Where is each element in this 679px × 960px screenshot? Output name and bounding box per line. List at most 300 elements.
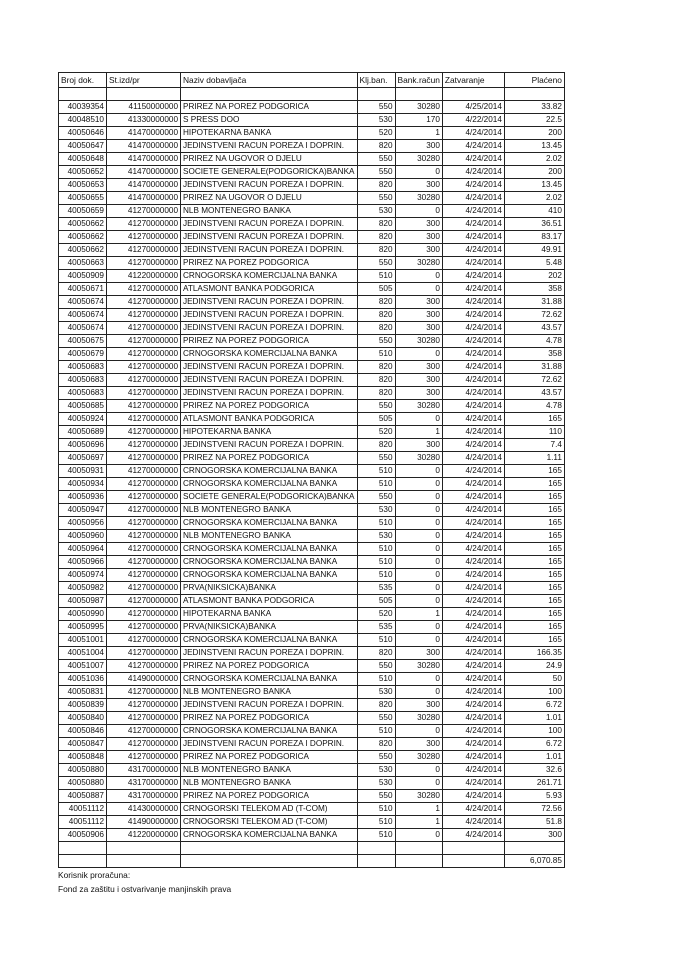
cell-zatvaranje: 4/24/2014 bbox=[442, 556, 504, 569]
cell-klj-ban: 820 bbox=[357, 699, 395, 712]
cell-placeno: 6.72 bbox=[504, 699, 564, 712]
cell-bank-racun: 0 bbox=[395, 764, 442, 777]
table-row bbox=[59, 621, 565, 634]
cell-bank-racun: 300 bbox=[395, 322, 442, 335]
cell-bank-racun: 1 bbox=[395, 426, 442, 439]
cell-naziv-dobavljaca: CRNOGORSKA KOMERCIJALNA BANKA bbox=[181, 673, 358, 686]
cell-bank-racun: 0 bbox=[395, 205, 442, 218]
cell-bank-racun: 30280 bbox=[395, 660, 442, 673]
cell-broj-dok: 40050848 bbox=[59, 751, 107, 764]
cell-placeno: 358 bbox=[504, 283, 564, 296]
cell-broj-dok: 40050685 bbox=[59, 400, 107, 413]
cell-naziv-dobavljaca: HIPOTEKARNA BANKA bbox=[181, 127, 358, 140]
cell-placeno: 7.4 bbox=[504, 439, 564, 452]
cell-placeno: 13.45 bbox=[504, 179, 564, 192]
cell-zatvaranje: 4/24/2014 bbox=[442, 738, 504, 751]
table-row bbox=[59, 504, 565, 517]
table-row bbox=[59, 465, 565, 478]
cell-naziv-dobavljaca: JEDINSTVENI RACUN POREZA I DOPRIN. bbox=[181, 387, 358, 400]
cell-st-izd-pr: 41220000000 bbox=[107, 270, 181, 283]
cell-placeno: 83.17 bbox=[504, 231, 564, 244]
cell-bank-racun: 0 bbox=[395, 543, 442, 556]
cell-st-izd-pr: 41470000000 bbox=[107, 153, 181, 166]
cell-zatvaranje: 4/24/2014 bbox=[442, 231, 504, 244]
cell-bank-racun: 0 bbox=[395, 556, 442, 569]
cell-klj-ban: 550 bbox=[357, 790, 395, 803]
cell-klj-ban: 550 bbox=[357, 491, 395, 504]
cell-bank-racun: 30280 bbox=[395, 192, 442, 205]
cell-zatvaranje: 4/24/2014 bbox=[442, 777, 504, 790]
cell-bank-racun: 30280 bbox=[395, 790, 442, 803]
cell-st-izd-pr: 41270000000 bbox=[107, 309, 181, 322]
cell-placeno: 202 bbox=[504, 270, 564, 283]
cell-klj-ban: 510 bbox=[357, 673, 395, 686]
table-row bbox=[59, 660, 565, 673]
table-body bbox=[59, 88, 565, 842]
cell-naziv-dobavljaca: PRIREZ NA POREZ PODGORICA bbox=[181, 335, 358, 348]
cell-naziv-dobavljaca: CRNOGORSKA KOMERCIJALNA BANKA bbox=[181, 725, 358, 738]
cell-naziv-dobavljaca: JEDINSTVENI RACUN POREZA I DOPRIN. bbox=[181, 699, 358, 712]
cell-zatvaranje: 4/24/2014 bbox=[442, 816, 504, 829]
cell-bank-racun: 300 bbox=[395, 218, 442, 231]
cell-st-izd-pr: 43170000000 bbox=[107, 777, 181, 790]
cell-st-izd-pr: 41270000000 bbox=[107, 738, 181, 751]
cell-klj-ban: 820 bbox=[357, 244, 395, 257]
cell-broj-dok: 40050936 bbox=[59, 491, 107, 504]
cell-naziv-dobavljaca: PRIREZ NA POREZ PODGORICA bbox=[181, 101, 358, 114]
cell-klj-ban: 820 bbox=[357, 374, 395, 387]
cell-klj-ban: 520 bbox=[357, 608, 395, 621]
table-row bbox=[59, 387, 565, 400]
table-row bbox=[59, 686, 565, 699]
cell-zatvaranje: 4/24/2014 bbox=[442, 751, 504, 764]
cell-klj-ban: 510 bbox=[357, 478, 395, 491]
cell-placeno: 165 bbox=[504, 478, 564, 491]
cell-broj-dok: 40050662 bbox=[59, 244, 107, 257]
cell-st-izd-pr: 41470000000 bbox=[107, 127, 181, 140]
cell-placeno: 200 bbox=[504, 127, 564, 140]
cell-zatvaranje: 4/24/2014 bbox=[442, 166, 504, 179]
cell-placeno: 2.02 bbox=[504, 153, 564, 166]
cell-klj-ban: 505 bbox=[357, 283, 395, 296]
cell-broj-dok: 40050679 bbox=[59, 348, 107, 361]
header-naziv-dobavljaca: Naziv dobavljača bbox=[181, 73, 358, 88]
cell-zatvaranje: 4/24/2014 bbox=[442, 439, 504, 452]
cell-klj-ban: 520 bbox=[357, 127, 395, 140]
cell-placeno: 165 bbox=[504, 621, 564, 634]
cell-naziv-dobavljaca: ATLASMONT BANKA PODGORICA bbox=[181, 283, 358, 296]
cell-klj-ban: 820 bbox=[357, 322, 395, 335]
table-row bbox=[59, 517, 565, 530]
table-row bbox=[59, 257, 565, 270]
header-row bbox=[59, 73, 565, 88]
cell-st-izd-pr: 41270000000 bbox=[107, 634, 181, 647]
cell-broj-dok: 40050880 bbox=[59, 777, 107, 790]
cell-klj-ban: 510 bbox=[357, 270, 395, 283]
table-row bbox=[59, 543, 565, 556]
cell-naziv-dobavljaca: PRIREZ NA POREZ PODGORICA bbox=[181, 751, 358, 764]
cell-placeno: 50 bbox=[504, 673, 564, 686]
cell-klj-ban: 550 bbox=[357, 452, 395, 465]
cell-placeno: 6.72 bbox=[504, 738, 564, 751]
cell-placeno: 13.45 bbox=[504, 140, 564, 153]
cell-broj-dok: 40050990 bbox=[59, 608, 107, 621]
cell-zatvaranje: 4/24/2014 bbox=[442, 608, 504, 621]
cell-placeno: 165 bbox=[504, 504, 564, 517]
cell-naziv-dobavljaca: JEDINSTVENI RACUN POREZA I DOPRIN. bbox=[181, 439, 358, 452]
cell-placeno: 5.93 bbox=[504, 790, 564, 803]
cell-zatvaranje: 4/24/2014 bbox=[442, 530, 504, 543]
table-row bbox=[59, 452, 565, 465]
table-row bbox=[59, 101, 565, 114]
cell-naziv-dobavljaca: JEDINSTVENI RACUN POREZA I DOPRIN. bbox=[181, 738, 358, 751]
cell-klj-ban: 550 bbox=[357, 660, 395, 673]
cell-broj-dok: 40051112 bbox=[59, 803, 107, 816]
cell-klj-ban: 820 bbox=[357, 738, 395, 751]
cell-placeno: 36.51 bbox=[504, 218, 564, 231]
cell-klj-ban: 820 bbox=[357, 361, 395, 374]
cell-placeno: 1.11 bbox=[504, 452, 564, 465]
cell-klj-ban: 505 bbox=[357, 413, 395, 426]
table-row bbox=[59, 634, 565, 647]
cell-bank-racun: 30280 bbox=[395, 400, 442, 413]
header-klj-ban: Klj.ban. bbox=[357, 73, 395, 88]
cell-placeno: 100 bbox=[504, 725, 564, 738]
cell-broj-dok: 40050683 bbox=[59, 387, 107, 400]
cell-st-izd-pr: 41270000000 bbox=[107, 556, 181, 569]
table-row bbox=[59, 816, 565, 829]
cell-broj-dok: 40050646 bbox=[59, 127, 107, 140]
table-row bbox=[59, 153, 565, 166]
cell-zatvaranje: 4/24/2014 bbox=[442, 413, 504, 426]
cell-naziv-dobavljaca: CRNOGORSKA KOMERCIJALNA BANKA bbox=[181, 465, 358, 478]
table-row bbox=[59, 231, 565, 244]
cell-st-izd-pr: 41270000000 bbox=[107, 530, 181, 543]
cell-bank-racun: 0 bbox=[395, 348, 442, 361]
cell-placeno: 72.62 bbox=[504, 374, 564, 387]
cell-klj-ban: 550 bbox=[357, 153, 395, 166]
cell-placeno: 165 bbox=[504, 634, 564, 647]
cell-bank-racun: 300 bbox=[395, 231, 442, 244]
cell-broj-dok: 40050831 bbox=[59, 686, 107, 699]
cell-zatvaranje: 4/24/2014 bbox=[442, 218, 504, 231]
cell-broj-dok: 40050697 bbox=[59, 452, 107, 465]
cell-broj-dok: 40050934 bbox=[59, 478, 107, 491]
cell-bank-racun: 300 bbox=[395, 309, 442, 322]
cell-klj-ban: 510 bbox=[357, 829, 395, 842]
footer-budget-user-label: Korisnik proračuna: bbox=[58, 870, 131, 880]
cell-naziv-dobavljaca: CRNOGORSKA KOMERCIJALNA BANKA bbox=[181, 270, 358, 283]
cell-broj-dok: 40050674 bbox=[59, 322, 107, 335]
cell-bank-racun: 0 bbox=[395, 465, 442, 478]
cell-st-izd-pr: 41490000000 bbox=[107, 816, 181, 829]
cell-naziv-dobavljaca: CRNOGORSKA KOMERCIJALNA BANKA bbox=[181, 569, 358, 582]
cell-st-izd-pr: 41270000000 bbox=[107, 361, 181, 374]
cell-zatvaranje: 4/24/2014 bbox=[442, 179, 504, 192]
cell-placeno: 165 bbox=[504, 556, 564, 569]
cell-placeno: 165 bbox=[504, 543, 564, 556]
cell-zatvaranje: 4/24/2014 bbox=[442, 543, 504, 556]
cell-st-izd-pr: 43170000000 bbox=[107, 764, 181, 777]
cell-broj-dok: 40050674 bbox=[59, 296, 107, 309]
cell-broj-dok: 40050683 bbox=[59, 374, 107, 387]
cell-st-izd-pr: 41270000000 bbox=[107, 543, 181, 556]
cell-naziv-dobavljaca: HIPOTEKARNA BANKA bbox=[181, 426, 358, 439]
cell-zatvaranje: 4/24/2014 bbox=[442, 322, 504, 335]
cell-placeno: 165 bbox=[504, 491, 564, 504]
blank-row bbox=[59, 88, 565, 101]
cell-bank-racun: 170 bbox=[395, 114, 442, 127]
cell-zatvaranje: 4/24/2014 bbox=[442, 764, 504, 777]
header-broj-dok: Broj dok. bbox=[59, 73, 107, 88]
cell-bank-racun: 0 bbox=[395, 283, 442, 296]
cell-placeno: 5.48 bbox=[504, 257, 564, 270]
cell-klj-ban: 530 bbox=[357, 764, 395, 777]
cell-broj-dok: 40050675 bbox=[59, 335, 107, 348]
cell-zatvaranje: 4/24/2014 bbox=[442, 803, 504, 816]
cell-bank-racun: 0 bbox=[395, 569, 442, 582]
cell-naziv-dobavljaca: CRNOGORSKA KOMERCIJALNA BANKA bbox=[181, 556, 358, 569]
table-row bbox=[59, 829, 565, 842]
cell-placeno: 166.35 bbox=[504, 647, 564, 660]
cell-placeno: 43.57 bbox=[504, 387, 564, 400]
cell-st-izd-pr: 41270000000 bbox=[107, 608, 181, 621]
cell-naziv-dobavljaca: NLB MONTENEGRO BANKA bbox=[181, 504, 358, 517]
blank-row bbox=[59, 842, 565, 855]
cell-zatvaranje: 4/24/2014 bbox=[442, 699, 504, 712]
table-row bbox=[59, 309, 565, 322]
cell-st-izd-pr: 41270000000 bbox=[107, 257, 181, 270]
cell-naziv-dobavljaca: PRVA(NIKSICKA)BANKA bbox=[181, 621, 358, 634]
cell-broj-dok: 40050947 bbox=[59, 504, 107, 517]
cell-broj-dok: 40051004 bbox=[59, 647, 107, 660]
cell-klj-ban: 520 bbox=[357, 426, 395, 439]
cell-st-izd-pr: 41270000000 bbox=[107, 660, 181, 673]
table-row bbox=[59, 426, 565, 439]
cell-naziv-dobavljaca: PRIREZ NA POREZ PODGORICA bbox=[181, 452, 358, 465]
cell-broj-dok: 40050960 bbox=[59, 530, 107, 543]
cell-zatvaranje: 4/24/2014 bbox=[442, 374, 504, 387]
cell-st-izd-pr: 41270000000 bbox=[107, 452, 181, 465]
cell-bank-racun: 0 bbox=[395, 686, 442, 699]
cell-zatvaranje: 4/24/2014 bbox=[442, 647, 504, 660]
cell-broj-dok: 40050847 bbox=[59, 738, 107, 751]
cell-naziv-dobavljaca: JEDINSTVENI RACUN POREZA I DOPRIN. bbox=[181, 647, 358, 660]
cell-klj-ban: 510 bbox=[357, 634, 395, 647]
cell-placeno: 165 bbox=[504, 465, 564, 478]
cell-naziv-dobavljaca: JEDINSTVENI RACUN POREZA I DOPRIN. bbox=[181, 361, 358, 374]
table-row bbox=[59, 478, 565, 491]
cell-bank-racun: 0 bbox=[395, 595, 442, 608]
cell-st-izd-pr: 41270000000 bbox=[107, 491, 181, 504]
cell-broj-dok: 40050683 bbox=[59, 361, 107, 374]
cell-bank-racun: 30280 bbox=[395, 751, 442, 764]
cell-broj-dok: 40050880 bbox=[59, 764, 107, 777]
cell-st-izd-pr: 41270000000 bbox=[107, 387, 181, 400]
cell-bank-racun: 30280 bbox=[395, 101, 442, 114]
cell-klj-ban: 820 bbox=[357, 218, 395, 231]
cell-klj-ban: 550 bbox=[357, 166, 395, 179]
cell-broj-dok: 40051036 bbox=[59, 673, 107, 686]
cell-st-izd-pr: 41270000000 bbox=[107, 283, 181, 296]
cell-st-izd-pr: 41270000000 bbox=[107, 621, 181, 634]
cell-bank-racun: 1 bbox=[395, 816, 442, 829]
table-row bbox=[59, 569, 565, 582]
cell-zatvaranje: 4/24/2014 bbox=[442, 244, 504, 257]
cell-st-izd-pr: 41270000000 bbox=[107, 712, 181, 725]
cell-klj-ban: 550 bbox=[357, 400, 395, 413]
cell-zatvaranje: 4/24/2014 bbox=[442, 478, 504, 491]
cell-klj-ban: 510 bbox=[357, 803, 395, 816]
cell-bank-racun: 0 bbox=[395, 478, 442, 491]
cell-broj-dok: 40050655 bbox=[59, 192, 107, 205]
cell-bank-racun: 30280 bbox=[395, 452, 442, 465]
table-row bbox=[59, 413, 565, 426]
cell-bank-racun: 1 bbox=[395, 127, 442, 140]
cell-placeno: 72.56 bbox=[504, 803, 564, 816]
cell-naziv-dobavljaca: SOCIETE GENERALE(PODGORICKA)BANKA bbox=[181, 166, 358, 179]
cell-naziv-dobavljaca: CRNOGORSKA KOMERCIJALNA BANKA bbox=[181, 634, 358, 647]
cell-zatvaranje: 4/24/2014 bbox=[442, 712, 504, 725]
cell-klj-ban: 820 bbox=[357, 179, 395, 192]
table-row bbox=[59, 400, 565, 413]
cell-zatvaranje: 4/24/2014 bbox=[442, 465, 504, 478]
table-row bbox=[59, 244, 565, 257]
cell-naziv-dobavljaca: JEDINSTVENI RACUN POREZA I DOPRIN. bbox=[181, 179, 358, 192]
table-row bbox=[59, 166, 565, 179]
cell-broj-dok: 40050846 bbox=[59, 725, 107, 738]
cell-naziv-dobavljaca: CRNOGORSKA KOMERCIJALNA BANKA bbox=[181, 517, 358, 530]
cell-bank-racun: 0 bbox=[395, 777, 442, 790]
cell-naziv-dobavljaca: JEDINSTVENI RACUN POREZA I DOPRIN. bbox=[181, 322, 358, 335]
cell-klj-ban: 530 bbox=[357, 686, 395, 699]
cell-broj-dok: 40050964 bbox=[59, 543, 107, 556]
cell-zatvaranje: 4/24/2014 bbox=[442, 127, 504, 140]
cell-klj-ban: 510 bbox=[357, 348, 395, 361]
cell-klj-ban: 550 bbox=[357, 335, 395, 348]
table-row bbox=[59, 530, 565, 543]
cell-placeno: 261.71 bbox=[504, 777, 564, 790]
cell-placeno: 43.57 bbox=[504, 322, 564, 335]
cell-naziv-dobavljaca: NLB MONTENEGRO BANKA bbox=[181, 530, 358, 543]
cell-placeno: 300 bbox=[504, 829, 564, 842]
cell-naziv-dobavljaca: JEDINSTVENI RACUN POREZA I DOPRIN. bbox=[181, 218, 358, 231]
cell-placeno: 200 bbox=[504, 166, 564, 179]
cell-placeno: 165 bbox=[504, 517, 564, 530]
cell-st-izd-pr: 41270000000 bbox=[107, 244, 181, 257]
cell-klj-ban: 535 bbox=[357, 621, 395, 634]
cell-placeno: 4.78 bbox=[504, 400, 564, 413]
cell-naziv-dobavljaca: JEDINSTVENI RACUN POREZA I DOPRIN. bbox=[181, 140, 358, 153]
cell-naziv-dobavljaca: PRIREZ NA POREZ PODGORICA bbox=[181, 660, 358, 673]
table-row bbox=[59, 608, 565, 621]
cell-bank-racun: 30280 bbox=[395, 335, 442, 348]
cell-broj-dok: 40050924 bbox=[59, 413, 107, 426]
table-row bbox=[59, 582, 565, 595]
cell-zatvaranje: 4/24/2014 bbox=[442, 335, 504, 348]
cell-zatvaranje: 4/24/2014 bbox=[442, 283, 504, 296]
cell-zatvaranje: 4/24/2014 bbox=[442, 790, 504, 803]
table-row bbox=[59, 361, 565, 374]
cell-st-izd-pr: 41270000000 bbox=[107, 413, 181, 426]
cell-zatvaranje: 4/24/2014 bbox=[442, 361, 504, 374]
cell-broj-dok: 40050966 bbox=[59, 556, 107, 569]
cell-zatvaranje: 4/24/2014 bbox=[442, 257, 504, 270]
cell-bank-racun: 300 bbox=[395, 699, 442, 712]
cell-st-izd-pr: 41270000000 bbox=[107, 205, 181, 218]
cell-klj-ban: 550 bbox=[357, 751, 395, 764]
cell-naziv-dobavljaca: NLB MONTENEGRO BANKA bbox=[181, 686, 358, 699]
cell-bank-racun: 300 bbox=[395, 244, 442, 257]
cell-broj-dok: 40050982 bbox=[59, 582, 107, 595]
cell-bank-racun: 300 bbox=[395, 296, 442, 309]
cell-zatvaranje: 4/24/2014 bbox=[442, 634, 504, 647]
cell-naziv-dobavljaca: CRNOGORSKA KOMERCIJALNA BANKA bbox=[181, 543, 358, 556]
cell-bank-racun: 300 bbox=[395, 387, 442, 400]
cell-klj-ban: 530 bbox=[357, 777, 395, 790]
header-placeno: Plaćeno bbox=[504, 73, 564, 88]
cell-naziv-dobavljaca: JEDINSTVENI RACUN POREZA I DOPRIN. bbox=[181, 244, 358, 257]
cell-naziv-dobavljaca: HIPOTEKARNA BANKA bbox=[181, 608, 358, 621]
cell-naziv-dobavljaca: JEDINSTVENI RACUN POREZA I DOPRIN. bbox=[181, 309, 358, 322]
cell-zatvaranje: 4/24/2014 bbox=[442, 569, 504, 582]
cell-placeno: 22.5 bbox=[504, 114, 564, 127]
cell-zatvaranje: 4/24/2014 bbox=[442, 400, 504, 413]
table-row bbox=[59, 751, 565, 764]
table-row bbox=[59, 673, 565, 686]
cell-klj-ban: 550 bbox=[357, 257, 395, 270]
cell-bank-racun: 0 bbox=[395, 166, 442, 179]
cell-bank-racun: 0 bbox=[395, 413, 442, 426]
cell-broj-dok: 40050652 bbox=[59, 166, 107, 179]
cell-zatvaranje: 4/24/2014 bbox=[442, 595, 504, 608]
cell-st-izd-pr: 41150000000 bbox=[107, 101, 181, 114]
cell-klj-ban: 510 bbox=[357, 816, 395, 829]
cell-broj-dok: 40050647 bbox=[59, 140, 107, 153]
cell-klj-ban: 550 bbox=[357, 192, 395, 205]
cell-placeno: 31.88 bbox=[504, 361, 564, 374]
cell-zatvaranje: 4/24/2014 bbox=[442, 348, 504, 361]
cell-placeno: 31.88 bbox=[504, 296, 564, 309]
table-row bbox=[59, 712, 565, 725]
cell-klj-ban: 510 bbox=[357, 569, 395, 582]
cell-bank-racun: 0 bbox=[395, 673, 442, 686]
cell-naziv-dobavljaca: CRNOGORSKA KOMERCIJALNA BANKA bbox=[181, 829, 358, 842]
cell-bank-racun: 0 bbox=[395, 829, 442, 842]
cell-st-izd-pr: 41270000000 bbox=[107, 569, 181, 582]
cell-zatvaranje: 4/24/2014 bbox=[442, 270, 504, 283]
cell-st-izd-pr: 41270000000 bbox=[107, 595, 181, 608]
table-row bbox=[59, 374, 565, 387]
cell-klj-ban: 505 bbox=[357, 595, 395, 608]
cell-zatvaranje: 4/24/2014 bbox=[442, 192, 504, 205]
cell-naziv-dobavljaca: PRVA(NIKSICKA)BANKA bbox=[181, 582, 358, 595]
cell-zatvaranje: 4/25/2014 bbox=[442, 101, 504, 114]
cell-naziv-dobavljaca: JEDINSTVENI RACUN POREZA I DOPRIN. bbox=[181, 296, 358, 309]
cell-st-izd-pr: 41270000000 bbox=[107, 439, 181, 452]
table-row bbox=[59, 322, 565, 335]
cell-naziv-dobavljaca: SOCIETE GENERALE(PODGORICKA)BANKA bbox=[181, 491, 358, 504]
cell-naziv-dobavljaca: CRNOGORSKI TELEKOM AD (T-COM) bbox=[181, 816, 358, 829]
cell-naziv-dobavljaca: PRIREZ NA POREZ PODGORICA bbox=[181, 790, 358, 803]
table-row bbox=[59, 205, 565, 218]
cell-klj-ban: 510 bbox=[357, 556, 395, 569]
footer-fund-name: Fond za zaštitu i ostvarivanje manjinskih prava bbox=[58, 884, 232, 894]
cell-broj-dok: 40050653 bbox=[59, 179, 107, 192]
cell-broj-dok: 40051001 bbox=[59, 634, 107, 647]
table-row bbox=[59, 725, 565, 738]
cell-naziv-dobavljaca: NLB MONTENEGRO BANKA bbox=[181, 205, 358, 218]
